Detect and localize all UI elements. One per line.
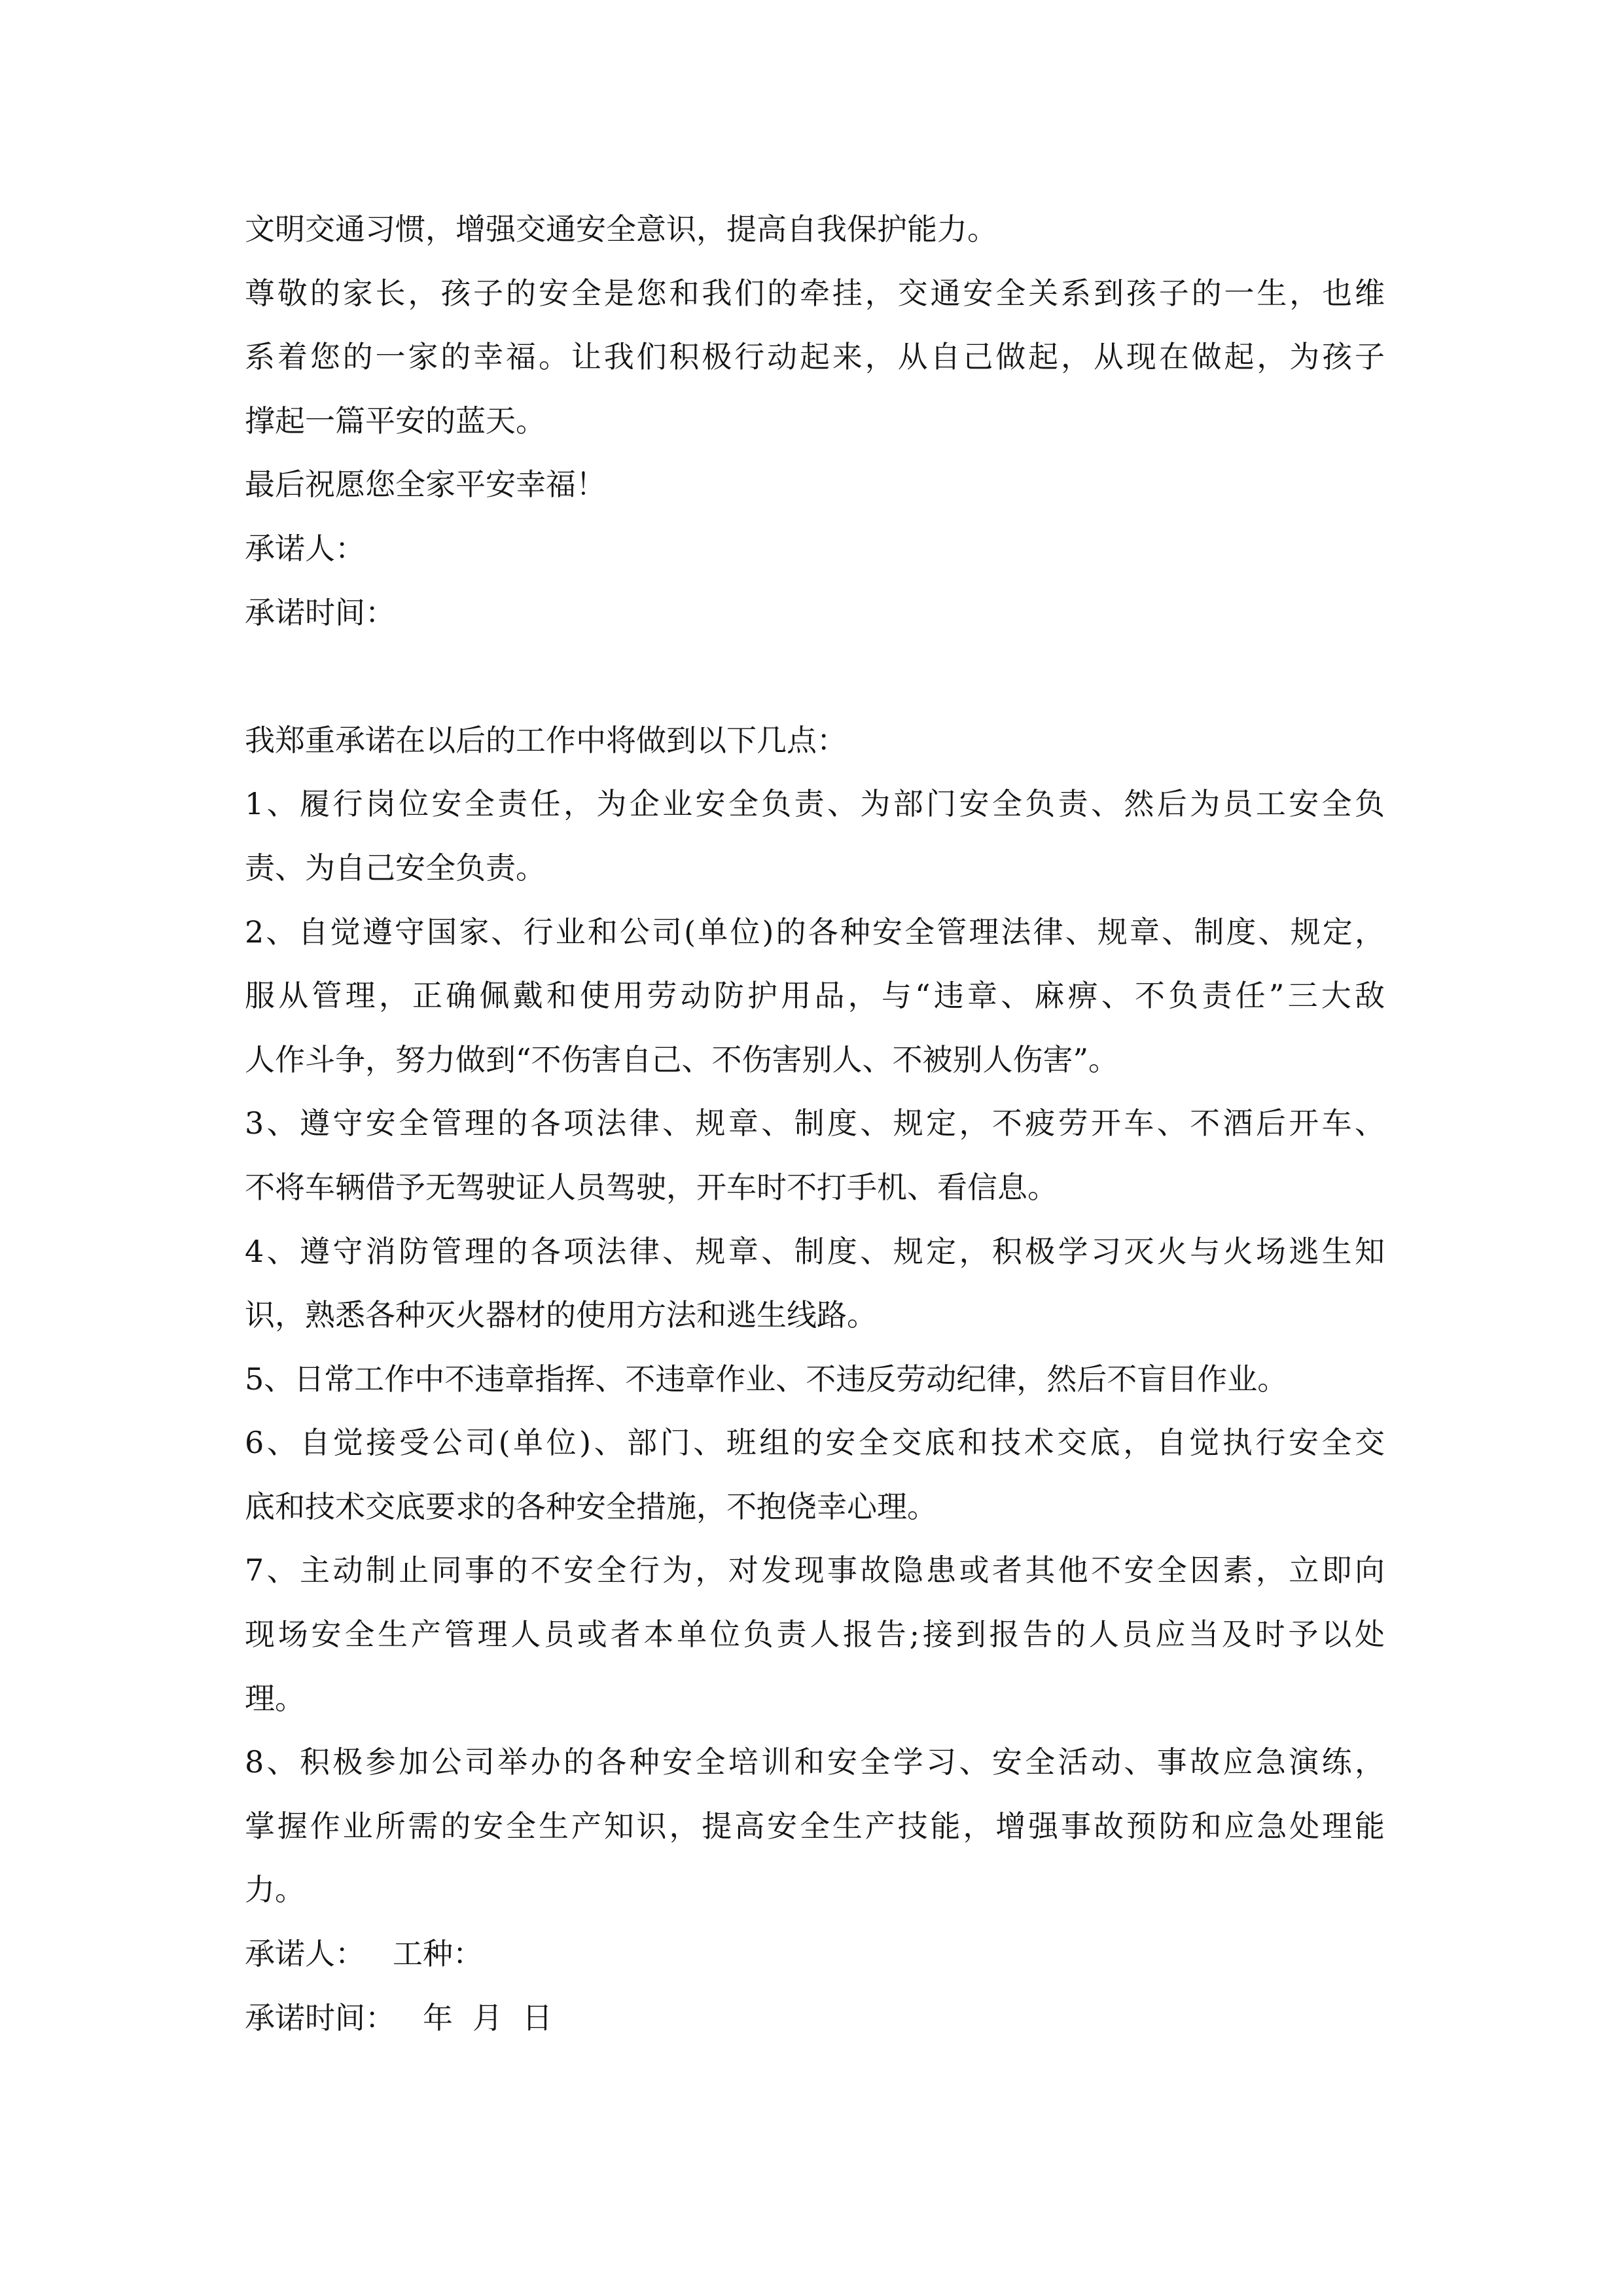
pledge-item-3 bbox=[245, 1092, 1385, 1219]
promise-time-label: 承诺时间： bbox=[245, 594, 395, 630]
text-line: 掌握作业所需的安全生产知识，提高安全生产技能，增强事故预防和应急处理能 bbox=[245, 1808, 1385, 1844]
text-line: 底和技术交底要求的各种安全措施，不抱侥幸心理。 bbox=[245, 1488, 937, 1524]
text-line: 人作斗争，努力做到“不伤害自己、不伤害别人、不被别人伤害”。 bbox=[245, 1041, 1119, 1077]
date-line bbox=[245, 1986, 1385, 2051]
text-line: 7、主动制止同事的不安全行为，对发现事故隐患或者其他不安全因素，立即向 bbox=[245, 1552, 1385, 1588]
pledge-item-7 bbox=[245, 1539, 1385, 1731]
pledge-item-2 bbox=[245, 901, 1385, 1092]
pledge-item-8 bbox=[245, 1731, 1385, 1922]
text-line: 理。 bbox=[245, 1680, 305, 1716]
text-line: 识，熟悉各种灭火器材的使用方法和逃生线路。 bbox=[245, 1297, 877, 1333]
text-line: 力。 bbox=[245, 1872, 305, 1908]
day-label: 日 bbox=[522, 2000, 552, 2036]
signature-line bbox=[245, 1922, 1385, 1986]
text-line: 系着您的一家的幸福。让我们积极行动起来，从自己做起，从现在做起，为孩子 bbox=[245, 339, 1385, 375]
text-line: 现场安全生产管理人员或者本单位负责人报告;接到报告的人员应当及时予以处 bbox=[245, 1617, 1385, 1653]
text-line: 文明交通习惯，增强交通安全意识，提高自我保护能力。 bbox=[245, 211, 997, 247]
blank-line bbox=[245, 645, 1385, 709]
text-line: 4、遵守消防管理的各项法律、规章、制度、规定，积极学习灭火与火场逃生知 bbox=[245, 1233, 1385, 1269]
year-label: 年 bbox=[423, 2000, 453, 2036]
pledge-item-1 bbox=[245, 772, 1385, 900]
text-line: 1、履行岗位安全责任，为企业安全负责、为部门安全负责、然后为员工安全负 bbox=[245, 786, 1385, 822]
text-line: 服从管理，正确佩戴和使用劳动防护用品，与“违章、麻痹、不负责任”三大敌 bbox=[245, 978, 1385, 1014]
pledge-intro: 我郑重承诺在以后的工作中将做到以下几点： bbox=[245, 722, 847, 758]
pledge-item-4 bbox=[245, 1220, 1385, 1348]
document-body bbox=[245, 198, 1385, 2050]
text-line: 尊敬的家长，孩子的安全是您和我们的牵挂，交通安全关系到孩子的一生，也维 bbox=[245, 275, 1385, 311]
promisor-label: 承诺人： bbox=[245, 530, 365, 566]
text-line: 责、为自己安全负责。 bbox=[245, 850, 546, 886]
pledge-item-6 bbox=[245, 1411, 1385, 1539]
text-line: 5、日常工作中不违章指挥、不违章作业、不违反劳动纪律，然后不盲目作业。 bbox=[245, 1361, 1288, 1397]
text-line: 2、自觉遵守国家、行业和公司(单位)的各种安全管理法律、规章、制度、规定， bbox=[245, 914, 1385, 950]
text-line: 8、积极参加公司举办的各种安全培训和安全学习、安全活动、事故应急演练， bbox=[245, 1744, 1385, 1780]
promise-time-label: 承诺时间： bbox=[245, 2000, 395, 2036]
job-type-label: 工种： bbox=[393, 1936, 483, 1972]
month-label: 月 bbox=[473, 2000, 503, 2036]
text-line: 6、自觉接受公司(单位)、部门、班组的安全交底和技术交底，自觉执行安全交 bbox=[245, 1425, 1385, 1461]
text-line: 不将车辆借予无驾驶证人员驾驶，开车时不打手机、看信息。 bbox=[245, 1169, 1058, 1205]
promisor-label: 承诺人： bbox=[245, 1936, 365, 1972]
parent-letter-paragraph bbox=[245, 262, 1385, 454]
pledge-item-5 bbox=[245, 1348, 1385, 1412]
closing-wish: 最后祝愿您全家平安幸福！ bbox=[245, 467, 606, 503]
text-line: 撑起一篇平安的蓝天。 bbox=[245, 403, 546, 439]
text-line: 3、遵守安全管理的各项法律、规章、制度、规定，不疲劳开车、不酒后开车、 bbox=[245, 1105, 1385, 1141]
